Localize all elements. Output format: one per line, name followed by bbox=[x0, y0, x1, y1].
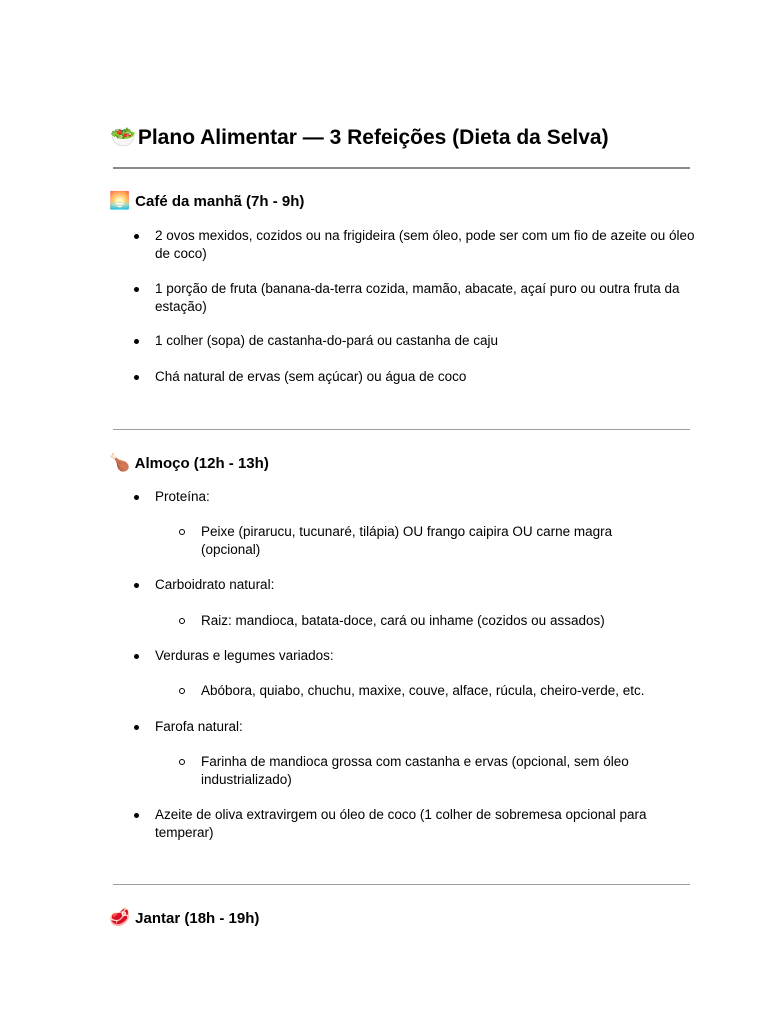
list-item: Chá natural de ervas (sem açúcar) ou água de coco bbox=[155, 368, 695, 386]
lunch-heading bbox=[109, 452, 269, 475]
list-item: Carboidrato natural: bbox=[155, 576, 695, 594]
sunrise-icon: 🌅 bbox=[109, 191, 131, 211]
list-item: Azeite de oliva extravirgem ou óleo de coco (1 colher de sobremesa opcional para temperar) bbox=[155, 806, 695, 842]
list-item: 1 porção de fruta (banana-da-terra cozida, mamão, abacate, açaí puro ou outra fruta da estação) bbox=[155, 280, 695, 316]
list-item: 1 colher (sopa) de castanha-do-pará ou castanha de caju bbox=[155, 332, 695, 350]
document-title-text: Plano Alimentar — 3 Refeições (Dieta da Selva) bbox=[137, 126, 609, 149]
sub-list-item: Abóbora, quiabo, chuchu, maxixe, couve, alface, rúcula, cheiro-verde, etc. bbox=[201, 682, 671, 700]
section-divider bbox=[113, 884, 690, 885]
steak-icon: 🥩 bbox=[109, 908, 131, 928]
breakfast-heading bbox=[109, 190, 304, 213]
sub-list-item: Peixe (pirarucu, tucunaré, tilápia) OU frango caipira OU carne magra (opcional) bbox=[201, 523, 671, 559]
list-item: Farofa natural: bbox=[155, 718, 695, 736]
section-divider bbox=[113, 429, 690, 430]
document-title bbox=[110, 122, 609, 153]
sub-list-item: Raiz: mandioca, batata-doce, cará ou inhame (cozidos ou assados) bbox=[201, 612, 671, 630]
list-item: Proteína: bbox=[155, 488, 695, 506]
dinner-heading bbox=[109, 907, 259, 930]
salad-icon: 🥗 bbox=[110, 125, 137, 149]
lunch-heading-text: Almoço (12h - 13h) bbox=[134, 455, 269, 472]
list-item: Verduras e legumes variados: bbox=[155, 647, 695, 665]
title-divider bbox=[113, 167, 690, 169]
breakfast-heading-text: Café da manhã (7h - 9h) bbox=[135, 193, 305, 210]
sub-list-item: Farinha de mandioca grossa com castanha e ervas (opcional, sem óleo industrializado) bbox=[201, 753, 671, 789]
dinner-heading-text: Jantar (18h - 19h) bbox=[135, 910, 260, 927]
chicken-leg-icon: 🍗 bbox=[109, 453, 131, 473]
list-item: 2 ovos mexidos, cozidos ou na frigideira (sem óleo, pode ser com um fio de azeite ou óleo de coco) bbox=[155, 228, 695, 261]
